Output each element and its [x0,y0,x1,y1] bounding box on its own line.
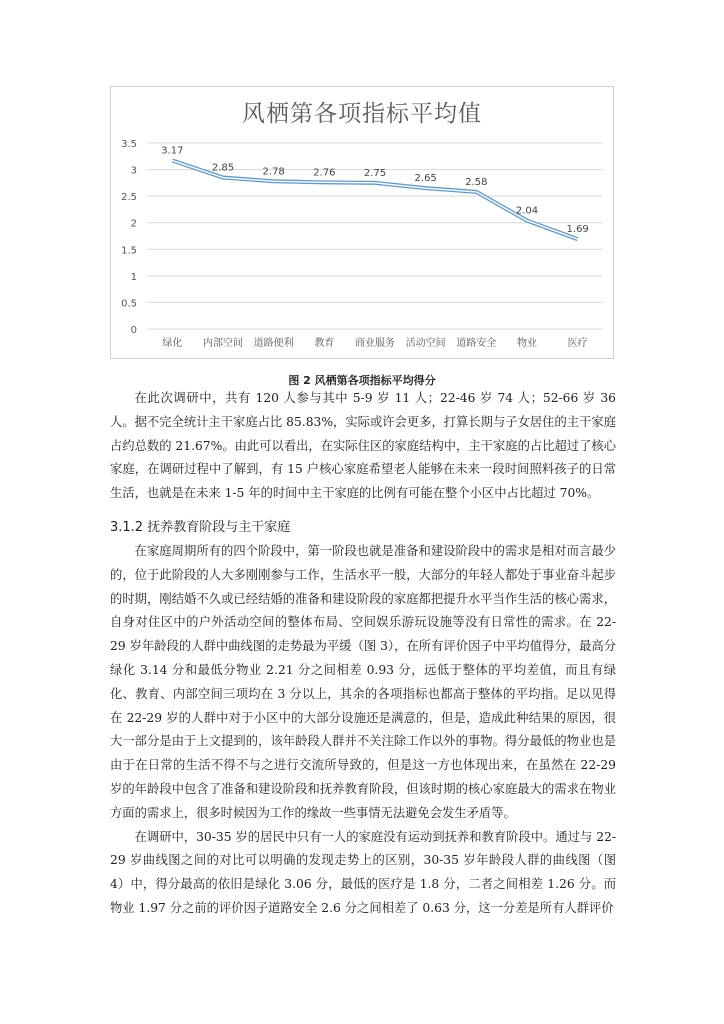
x-tick-label: 绿化 [162,338,183,349]
x-tick-label: 医疗 [567,338,588,349]
x-tick-label: 物业 [517,338,537,349]
data-label: 3.17 [161,145,184,157]
y-tick-label: 0.5 [121,298,137,310]
y-tick-label: 2.5 [121,192,137,204]
body-text-1 [110,387,616,506]
data-label: 1.69 [566,224,589,236]
x-tick-label: 活动空间 [405,338,446,349]
paragraph-1: 在此次调研中，共有 120 人参与其中 5-9 岁 11 人；22-46 岁 74 人；52-66 岁 36 人。据不完全统计主干家庭占比 85.83%，实际或许会更多，打算长期与子女居住的主干家庭占约总数的 21.67%。由此可以看出，在实际住区的家庭结构中，主干家庭的占比超过了核心家庭，在调研过程中了解到，有 15 户核心家庭希望老人能够在未来一段时间照料孩子的日常生活，也就是在未来 1-5 年的时间中主干家庭的比例有可能在整个小区中占比超过 70%。 [110,391,616,501]
chart-title: 风栖第各项指标平均值 [242,101,482,127]
paragraph-2: 在家庭周期所有的四个阶段中，第一阶段也就是准备和建设阶段中的需求是相对而言最少的，位于此阶段的人大多刚刚参与工作，生活水平一般，大部分的年轻人都处于事业奋斗起步的时期，刚结婚不久或已经结婚的准备和建设阶段的家庭都把提升水平当作生活的核心需求，自身对住区中的户外活动空间的整体布局、空间娱乐游玩设施等没有日常性的需求。在 22-29 岁年龄段的人群中曲线图的走势最为平缓（图 3），在所有评价因子中平均值得分，最高分绿化 3.14 分和最低分物业 2.21 分之间相差 0.93 分，远低于整体的平均差值，而且有绿化、教育、内部空间三项均在 3 分以上，其余的各项指标也都高于整体的平均指。足以见得在 22-29 岁的人群中对于小区中的大部分设施还是满意的，但是，造成此种结果的原因，很大一部分是由于上文提到的，该年龄段人群并不关注除工作以外的事物。得分最低的物业也是由于在日常的生活不得不与之进行交流所导致的，但是这一方也体现出来，在虽然在 22-29 岁的年龄段中包含了准备和建设阶段和抚养教育阶段，但该时期的核心家庭最大的需求在物业方面的需求上，很多时候因为工作的缘故一些事情无法避免会发生矛盾等。 [110,544,616,820]
data-label: 2.58 [465,176,488,188]
x-tick-label: 道路便利 [253,338,294,349]
y-tick-label: 3 [130,165,137,177]
line-chart [111,87,615,360]
figure-caption: 图 2 风栖第各项指标平均得分 [288,374,436,387]
data-label: 2.78 [262,166,285,178]
y-tick-label: 0 [130,325,137,336]
data-label: 2.76 [313,167,336,179]
x-tick-label: 道路安全 [456,338,497,349]
chart-container [110,86,614,359]
x-tick-label: 内部空间 [203,338,243,349]
data-label: 2.65 [414,173,437,185]
x-tick-label: 教育 [314,338,335,349]
section-heading: 3.1.2 抚养教育阶段与主干家庭 [110,520,291,535]
x-tick-label: 商业服务 [355,338,395,349]
data-label: 2.04 [515,205,539,217]
data-label: 2.75 [363,167,387,179]
data-label: 2.85 [211,162,235,174]
y-tick-label: 2 [130,218,137,230]
y-tick-label: 3.5 [121,139,137,150]
body-text-2 [110,540,616,921]
y-tick-label: 1.5 [121,245,137,257]
y-tick-label: 1 [130,271,137,283]
paragraph-3: 在调研中，30-35 岁的居民中只有一人的家庭没有运动到抚养和教育阶段中。通过与 22-29 岁曲线图之间的对比可以明确的发现走势上的区别，30-35 岁年龄段人群的曲线图（图 4）中，得分最高的依旧是绿化 3.06 分，最低的医疗是 1.8 分，二者之间相差 1.26 分。而物业 1.97 分之前的评价因子道路安全 2.6 分之间相差了 0.63 分，这一分差是所有人群评价 [110,829,616,915]
